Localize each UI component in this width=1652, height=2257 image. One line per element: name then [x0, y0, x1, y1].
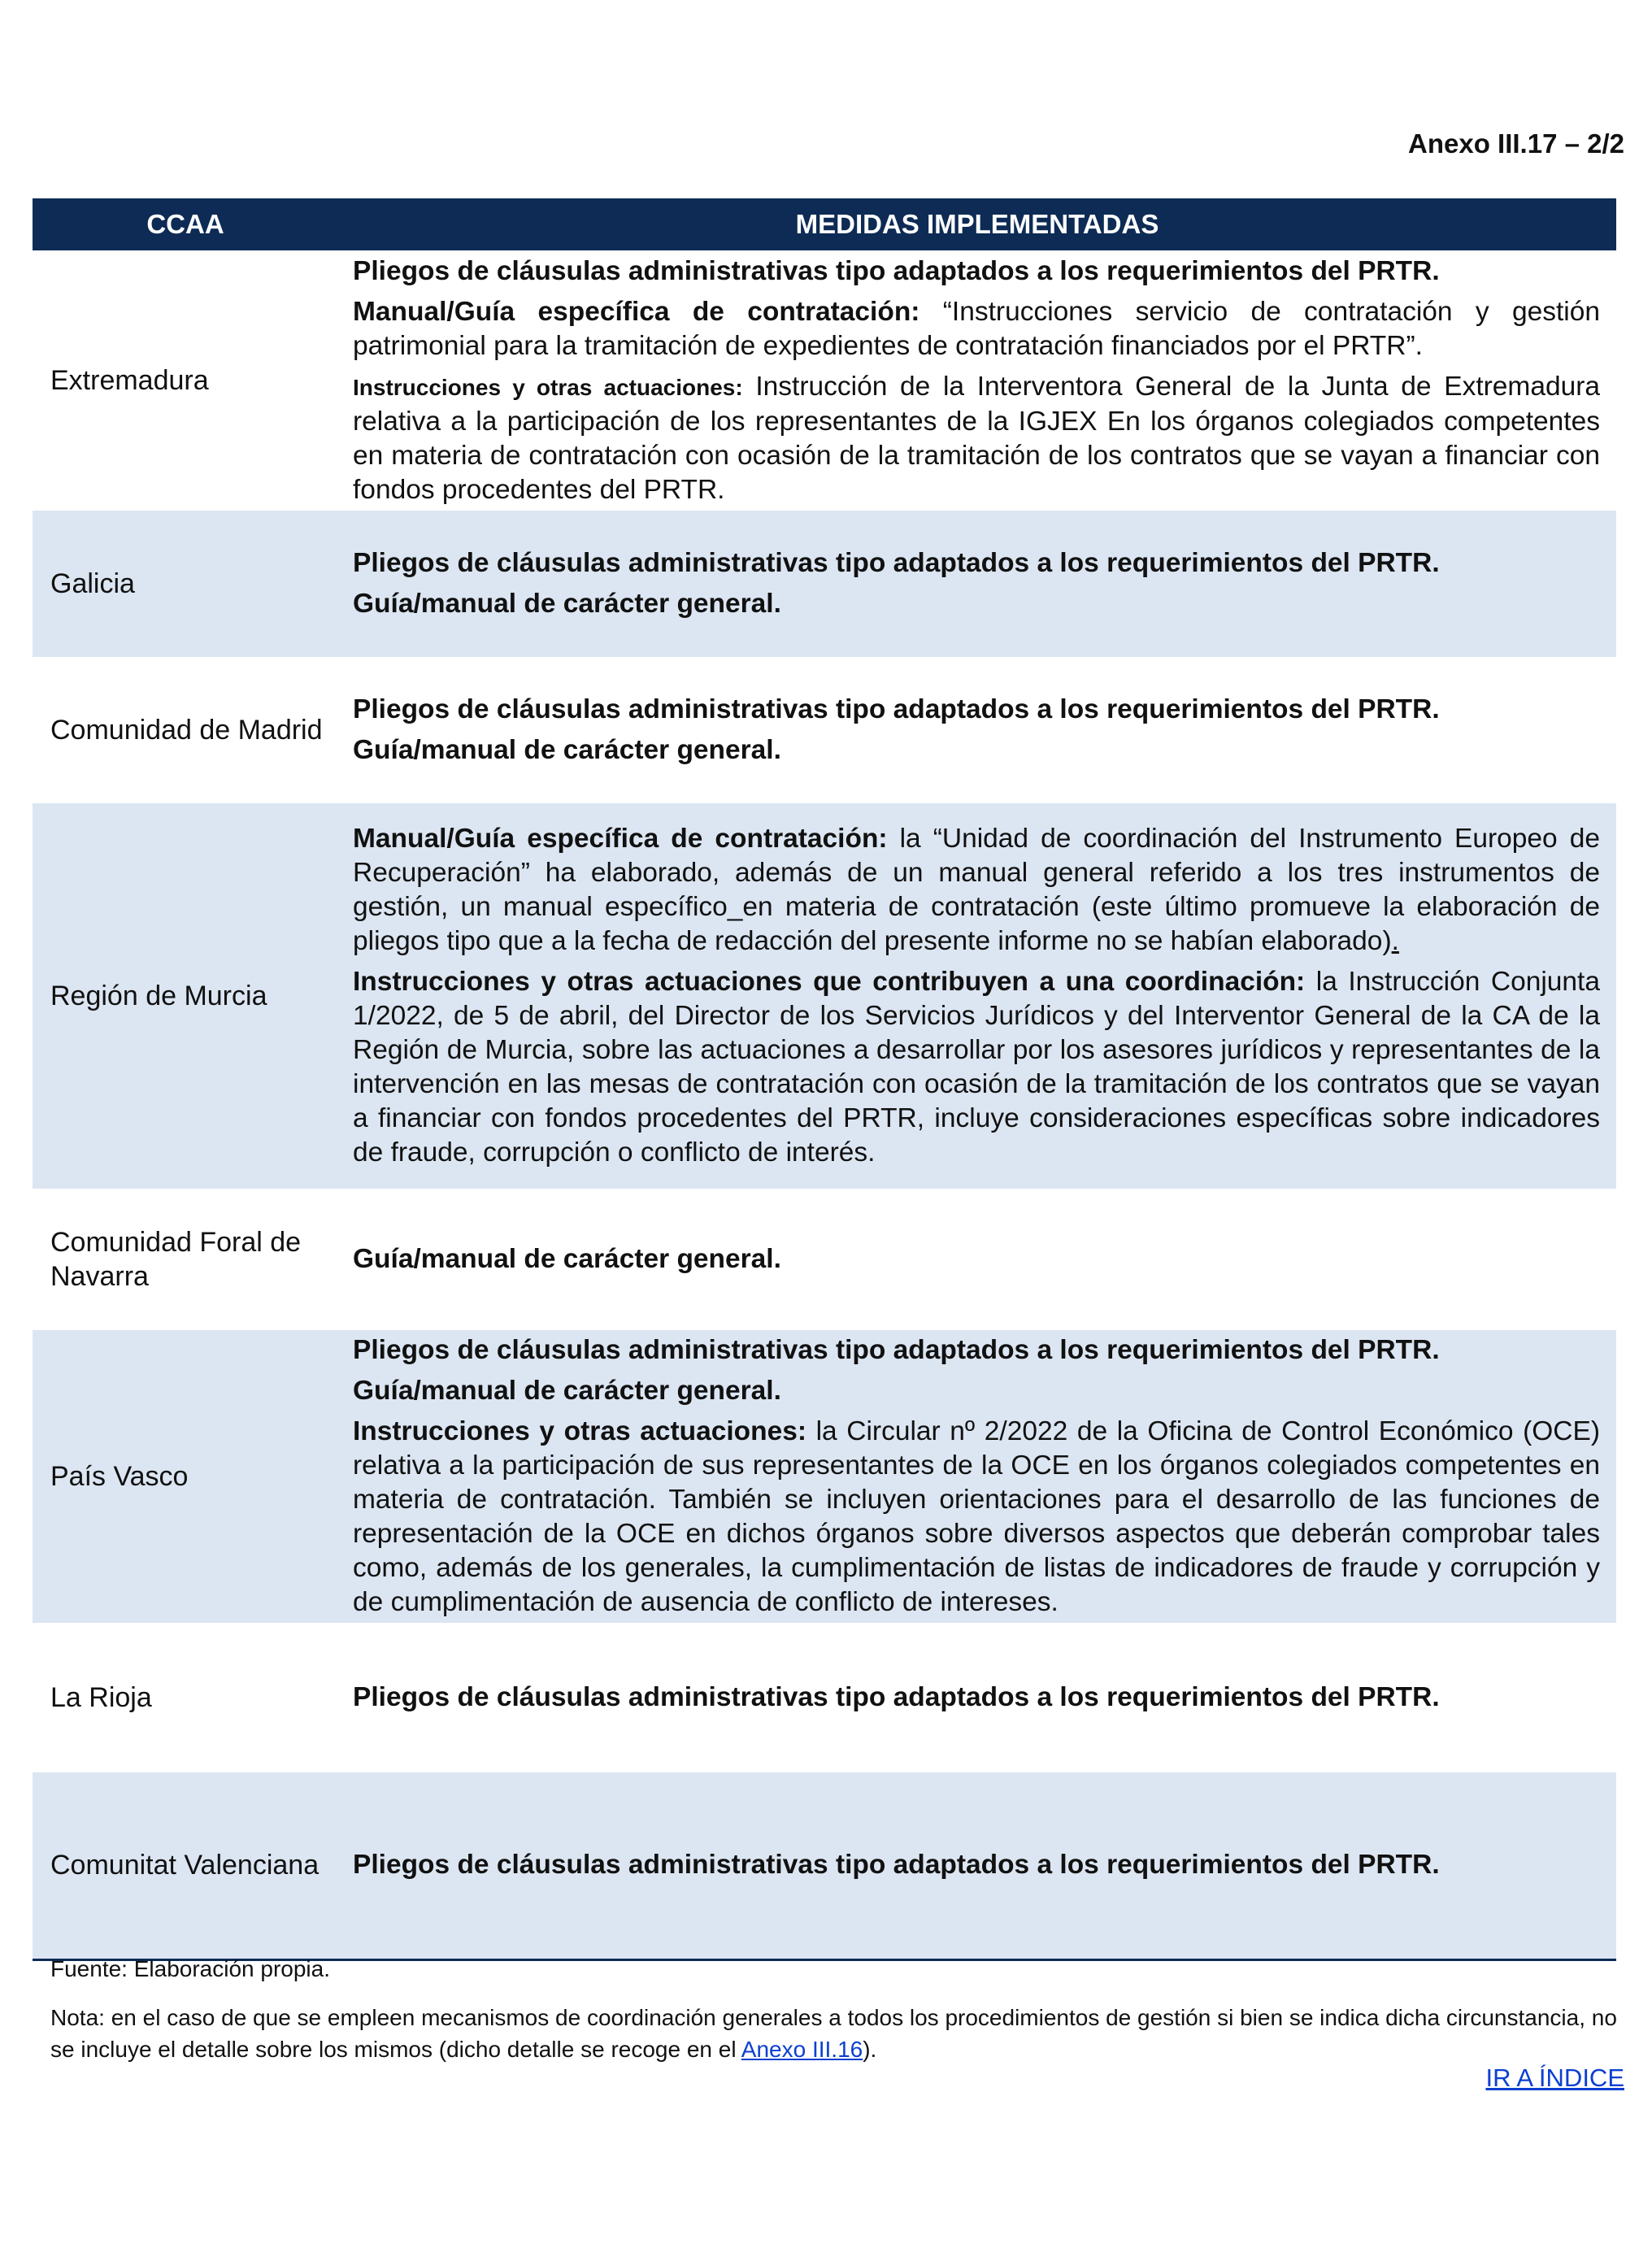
table-row-galicia: [33, 511, 1616, 657]
table-header-row: [33, 198, 1616, 250]
ccaa-cell: Extremadura: [50, 365, 209, 396]
anexo-link[interactable]: Anexo III.16: [741, 2037, 863, 2062]
measure-item: Pliegos de cláusulas administrativas tipo adaptados a los requerimientos del PRTR.: [353, 1682, 1440, 1712]
table-row-pais-vasco: [33, 1330, 1616, 1623]
measures-table-wrap: [33, 198, 1616, 1961]
table-row-extremadura: [33, 250, 1616, 511]
medidas-cell: [338, 1189, 1616, 1330]
table-row-murcia: [33, 803, 1616, 1189]
medidas-cell: [338, 803, 1616, 1189]
source-note: Fuente: Elaboración propia.: [50, 1956, 330, 1981]
medidas-cell: [338, 511, 1616, 657]
measure-item: Guía/manual de carácter general.: [353, 589, 781, 619]
ccaa-cell: Comunitat Valenciana: [33, 1772, 338, 1959]
annex-label: Anexo III.17 – 2/2: [1408, 128, 1624, 159]
measure-item: Pliegos de cláusulas administrativas tipo adaptados a los requerimientos del PRTR.: [353, 255, 1440, 286]
medidas-cell: [338, 250, 1616, 511]
medidas-cell: [338, 1772, 1616, 1959]
medidas-cell: [338, 1330, 1616, 1623]
measure-item: Instrucciones y otras actuaciones: Instrucción de la Interventora General de la Junta de Extremadura relativa a la participación de los representantes de la IGJEX En los órganos colegiados competentes en materia de contratación con ocasión de la tramitación de los contratos que se vayan a financiar con fondos procedentes del PRTR.: [353, 371, 1601, 505]
medidas-cell: [338, 1623, 1616, 1772]
measure-item: Manual/Guía específica de contratación: la “Unidad de coordinación del Instrumento Europeo de Recuperación” ha elaborado, además de un manual general referido a los tres instrumentos de gestión, un manual específico_en materia de contratación (este último promueve la elaboración de pliegos tipo que a la fecha de redacción del presente informe no se habían elaborado).: [353, 824, 1600, 956]
measure-item: Guía/manual de carácter general.: [353, 1244, 781, 1274]
measure-item: Pliegos de cláusulas administrativas tipo adaptados a los requerimientos del PRTR.: [353, 694, 1440, 724]
ccaa-cell: Comunidad Foral de Navarra: [50, 1227, 302, 1292]
measure-item: Guía/manual de carácter general.: [353, 735, 781, 765]
measures-table: [33, 198, 1616, 1961]
measure-item: Instrucciones y otras actuaciones: la Circular nº 2/2022 de la Oficina de Control Económico (OCE) relativa a la participación de sus representantes de la OCE en los órganos colegiados competentes en materia de contratación. También se incluyen orientaciones para el desarrollo de las funciones de representación de la OCE en dichos órganos sobre diversos aspectos que deberán comprobar tales como, además de los generales, la cumplimentación de listas de indicadores de fraude y corrupción y de cumplimentación de ausencia de conflicto de intereses.: [353, 1416, 1600, 1617]
ccaa-cell: Región de Murcia: [33, 803, 338, 1189]
measure-item: Pliegos de cláusulas administrativas tipo adaptados a los requerimientos del PRTR.: [353, 1850, 1440, 1881]
footnote: Nota: en el caso de que se empleen mecanismos de coordinación generales a todos los procedimientos de gestión si bien se indica dicha circunstancia, no se incluye el detalle sobre los mismos (dicho detalle se recoge en el Anexo III.16).: [50, 2005, 1617, 2062]
measure-item: Guía/manual de carácter general.: [353, 1376, 781, 1406]
measure-item: Manual/Guía específica de contratación: “Instrucciones servicio de contratación y gestión patrimonial para la tramitación de expedientes de contratación financiados por el PRTR”.: [353, 296, 1600, 361]
measure-item: Instrucciones y otras actuaciones que contribuyen a una coordinación: la Instrucción Conjunta 1/2022, de 5 de abril, del Director de los Servicios Jurídicos y del Interventor General de la CA de la Región de Murcia, sobre las actuaciones a desarrollar por los asesores jurídicos y representantes de la intervención en las mesas de contratación con ocasión de la tramitación de los contratos que se vayan a financiar con fondos procedentes del PRTR, incluye consideraciones específicas sobre indicadores de fraude, corrupción o conflicto de interés.: [353, 967, 1600, 1168]
table-row-navarra: [33, 1189, 1616, 1330]
ccaa-cell: Galicia: [33, 511, 338, 657]
header-ccaa: CCAA: [33, 198, 338, 250]
table-row-valenciana: [33, 1772, 1616, 1959]
index-link[interactable]: IR A ÍNDICE: [1485, 2063, 1624, 2092]
table-row-madrid: [33, 657, 1616, 803]
ccaa-cell: País Vasco: [33, 1330, 338, 1623]
measure-item: Pliegos de cláusulas administrativas tipo adaptados a los requerimientos del PRTR.: [353, 1335, 1440, 1365]
table-row-la-rioja: [33, 1623, 1616, 1772]
measure-item: Pliegos de cláusulas administrativas tipo adaptados a los requerimientos del PRTR.: [353, 548, 1440, 578]
ccaa-cell: Comunidad de Madrid: [50, 715, 323, 746]
medidas-cell: [338, 657, 1616, 803]
header-medidas: MEDIDAS IMPLEMENTADAS: [338, 198, 1616, 250]
ccaa-cell: La Rioja: [50, 1682, 152, 1713]
